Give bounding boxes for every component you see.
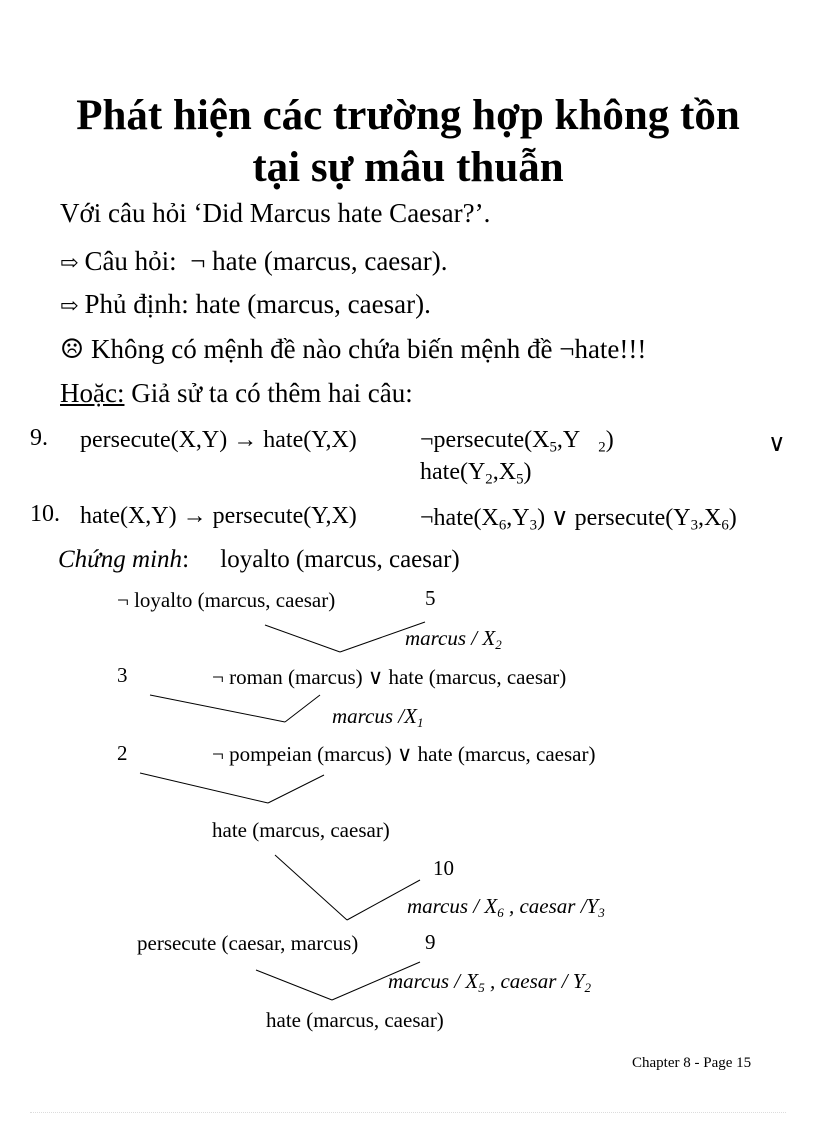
tree-edge bbox=[256, 970, 332, 1000]
subst-subscript: 1 bbox=[416, 714, 424, 730]
or-text: Giả sử ta có thêm hai câu: bbox=[131, 378, 413, 408]
clause-subscript: 3 bbox=[690, 517, 698, 534]
proof-ref-2: 2 bbox=[117, 741, 128, 765]
subst-subscript: 2 bbox=[584, 979, 591, 995]
slide-title-line-1: Phát hiện các trường hợp không tồn bbox=[76, 92, 740, 139]
rule-10-implication: hate(X,Y) → persecute(Y,X) bbox=[80, 503, 357, 529]
tree-edge bbox=[275, 855, 347, 920]
proof-ref-10: 10 bbox=[433, 856, 454, 880]
subst-text: marcus / X bbox=[388, 969, 479, 993]
proof-step-roman: ¬ roman (marcus) ∨ hate (marcus, caesar) bbox=[212, 665, 567, 689]
no-clause-text: Không có mệnh đề nào chứa biến mệnh đề ¬hate!!! bbox=[90, 334, 647, 364]
subst-text: , caesar /Y bbox=[503, 894, 599, 918]
subst-subscript: 3 bbox=[598, 904, 605, 920]
clause-subscript: 3 bbox=[529, 517, 538, 534]
tree-edge bbox=[285, 695, 320, 722]
subst-text: , caesar / Y bbox=[484, 969, 585, 993]
or-symbol: ∨ bbox=[768, 431, 786, 457]
clause-subscript: 5 bbox=[549, 439, 557, 456]
clause-part: hate(Y bbox=[420, 459, 486, 485]
proof-step-hate-1: hate (marcus, caesar) bbox=[212, 818, 390, 842]
bottom-divider bbox=[30, 1112, 786, 1113]
rule-10-number: 10. bbox=[30, 501, 60, 527]
clause-part: ) ∨ persecute(Y bbox=[537, 505, 691, 531]
clause-subscript: 2 bbox=[598, 439, 606, 456]
proof-step-hate-final: hate (marcus, caesar) bbox=[266, 1008, 444, 1032]
subst-text: marcus / X bbox=[407, 894, 498, 918]
clause-part: ,X bbox=[698, 505, 722, 531]
subst-subscript: 5 bbox=[478, 979, 485, 995]
sad-face-icon: ☹ bbox=[60, 334, 85, 364]
question-line: Với câu hỏi ‘Did Marcus hate Caesar?’. bbox=[60, 198, 491, 228]
clause-subscript: 6 bbox=[721, 517, 729, 534]
tree-edge bbox=[150, 695, 285, 722]
rule-9-implication: persecute(X,Y) → hate(Y,X) bbox=[80, 427, 357, 453]
rule-9-number: 9. bbox=[30, 425, 48, 451]
clause-part: ) bbox=[728, 505, 737, 531]
right-arrow-icon: ⇨ bbox=[60, 293, 79, 318]
substitution-4 bbox=[388, 969, 591, 994]
clause-part: ) bbox=[523, 459, 532, 485]
clause-part: ,X bbox=[492, 459, 517, 485]
proof-goal: loyalto (marcus, caesar) bbox=[220, 546, 460, 573]
proof-label: Chứng minh bbox=[58, 546, 183, 573]
negation-value: hate (marcus, caesar). bbox=[195, 289, 431, 319]
page-footer: Chapter 8 - Page 15 bbox=[632, 1055, 752, 1071]
clause-part: ,Y bbox=[556, 427, 581, 453]
proof-step-negated-goal: ¬ loyalto (marcus, caesar) bbox=[117, 588, 336, 612]
proof-ref-3: 3 bbox=[117, 663, 128, 687]
proof-step-pompeian: ¬ pompeian (marcus) ∨ hate (marcus, caesar) bbox=[212, 742, 596, 766]
tree-edge bbox=[268, 775, 324, 803]
clause-part: ,Y bbox=[506, 505, 530, 531]
clause-part: ¬persecute(X bbox=[420, 427, 550, 453]
clause-subscript: 5 bbox=[516, 471, 524, 488]
proof-ref-5: 5 bbox=[425, 586, 436, 610]
proof-ref-9: 9 bbox=[425, 930, 436, 954]
query-label: Câu hỏi: bbox=[84, 246, 177, 276]
tree-edge bbox=[265, 625, 340, 652]
clause-part: ) bbox=[605, 427, 614, 453]
tree-edge bbox=[140, 773, 268, 803]
negation-label: Phủ định: bbox=[84, 289, 189, 319]
subst-subscript: 6 bbox=[497, 904, 504, 920]
substitution-1 bbox=[405, 626, 502, 651]
right-arrow-icon: ⇨ bbox=[60, 250, 79, 275]
substitution-3 bbox=[407, 894, 605, 919]
query-value: ¬ hate (marcus, caesar). bbox=[190, 246, 448, 276]
subst-text: marcus /X bbox=[332, 704, 417, 728]
clause-subscript: 6 bbox=[498, 517, 507, 534]
substitution-2 bbox=[332, 704, 423, 729]
or-label: Hoặc: bbox=[60, 378, 125, 408]
proof-step-persecute: persecute (caesar, marcus) bbox=[137, 931, 359, 955]
proof-colon: : bbox=[182, 546, 190, 573]
clause-subscript: 2 bbox=[485, 471, 493, 488]
subst-text: marcus / X bbox=[405, 626, 496, 650]
subst-subscript: 2 bbox=[495, 636, 502, 652]
clause-part: ¬hate(X bbox=[420, 505, 499, 531]
slide-title-line-2: tại sự mâu thuẫn bbox=[252, 144, 564, 191]
